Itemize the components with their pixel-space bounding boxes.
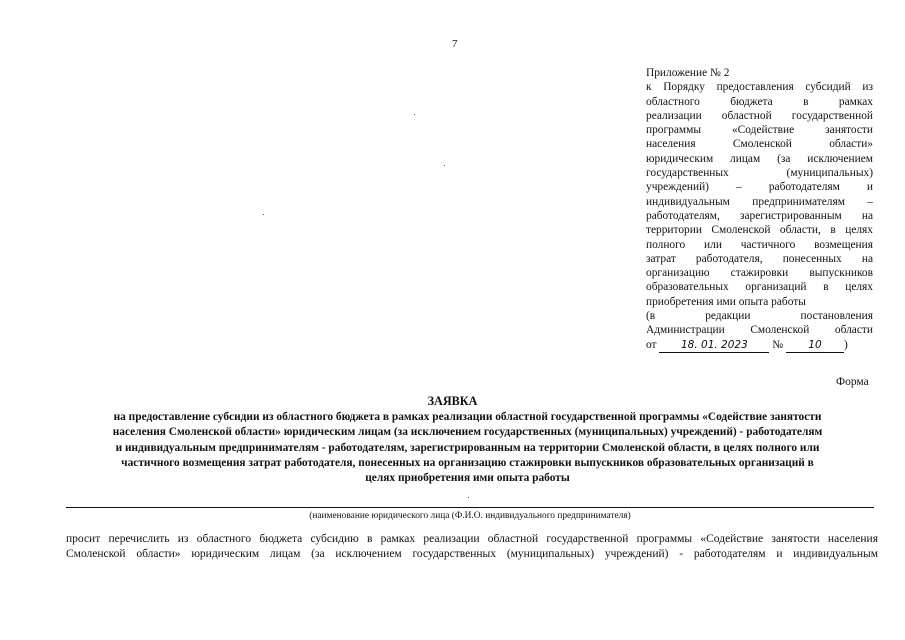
appendix-line: Администрации Смоленской области bbox=[646, 324, 873, 337]
body-line: Смоленской области» юридическим лицам (за исключением государственных (муниципальных) учреждений) - работодателям и индивидуальным bbox=[66, 547, 878, 560]
appendix-line: (в редакции постановления bbox=[646, 310, 873, 323]
appendix-line: затрат работодателя, понесенных на bbox=[646, 252, 873, 265]
scan-speck bbox=[263, 214, 264, 215]
appendix-line: работодателям, зарегистрированным на bbox=[646, 209, 873, 222]
appendix-line: к Порядку предоставления субсидий из bbox=[646, 81, 873, 94]
order-reference bbox=[646, 338, 873, 353]
subtitle-line: населения Смоленской области» юридическим лицам (за исключением государственных (муниципальных) учреждений) - работодателям bbox=[112, 426, 823, 439]
appendix-heading: Приложение № 2 bbox=[646, 67, 730, 79]
document-title: ЗАЯВКА bbox=[427, 394, 478, 408]
appendix-line: государственных (муниципальных) bbox=[646, 167, 873, 180]
scan-speck bbox=[468, 497, 469, 498]
document-subtitle bbox=[55, 410, 880, 486]
subtitle-line: частичного возмещения затрат работодателя, понесенных на организацию стажировки выпускников образовательных организаций в bbox=[121, 456, 814, 469]
appendix-line: полного или частичного возмещения bbox=[646, 238, 873, 251]
body-paragraph bbox=[66, 532, 878, 561]
appendix-line: юридическим лицам (за исключением bbox=[646, 152, 873, 165]
appendix-line: территории Смоленской области, в целях bbox=[646, 224, 873, 237]
appendix-line: учреждений) – работодателям и bbox=[646, 181, 873, 194]
order-close-paren: ) bbox=[843, 338, 848, 351]
appendix-block bbox=[646, 66, 873, 353]
appendix-line: реализации областной государственной bbox=[646, 109, 873, 122]
subtitle-line: и индивидуальным предпринимателям - работодателям, зарегистрированным на территории Смоленской области, в целях полного или bbox=[115, 441, 820, 454]
page-number: 7 bbox=[452, 38, 458, 50]
appendix-line: организацию стажировки выпускников bbox=[646, 267, 873, 280]
appendix-line: областного бюджета в рамках bbox=[646, 95, 873, 108]
order-number-label: № bbox=[772, 338, 784, 351]
scan-speck bbox=[444, 165, 445, 166]
appendix-line: приобретения ими опыта работы bbox=[646, 295, 806, 308]
applicant-name-line bbox=[66, 507, 874, 508]
order-prefix: от bbox=[646, 338, 657, 351]
applicant-name-caption: (наименование юридического лица (Ф.И.О. индивидуального предпринимателя) bbox=[309, 511, 631, 521]
subtitle-line: целях приобретения ими опыта работы bbox=[365, 472, 570, 485]
appendix-line: образовательных организаций в целях bbox=[646, 281, 873, 294]
appendix-line: индивидуальным предпринимателям – bbox=[646, 195, 873, 208]
body-line: просит перечислить из областного бюджета субсидию в рамках реализации областной государственной программы «Содействие занятости населения bbox=[66, 533, 878, 545]
subtitle-line: на предоставление субсидии из областного бюджета в рамках реализации областной государственной программы «Содействие занятости bbox=[113, 411, 822, 423]
form-label: Форма bbox=[836, 376, 869, 388]
handwritten-order-number: 10 bbox=[786, 338, 844, 353]
scan-speck bbox=[414, 114, 415, 115]
appendix-line: населения Смоленской области» bbox=[646, 138, 873, 151]
appendix-line: программы «Содействие занятости bbox=[646, 124, 873, 137]
handwritten-order-date: 18. 01. 2023 bbox=[659, 338, 769, 353]
